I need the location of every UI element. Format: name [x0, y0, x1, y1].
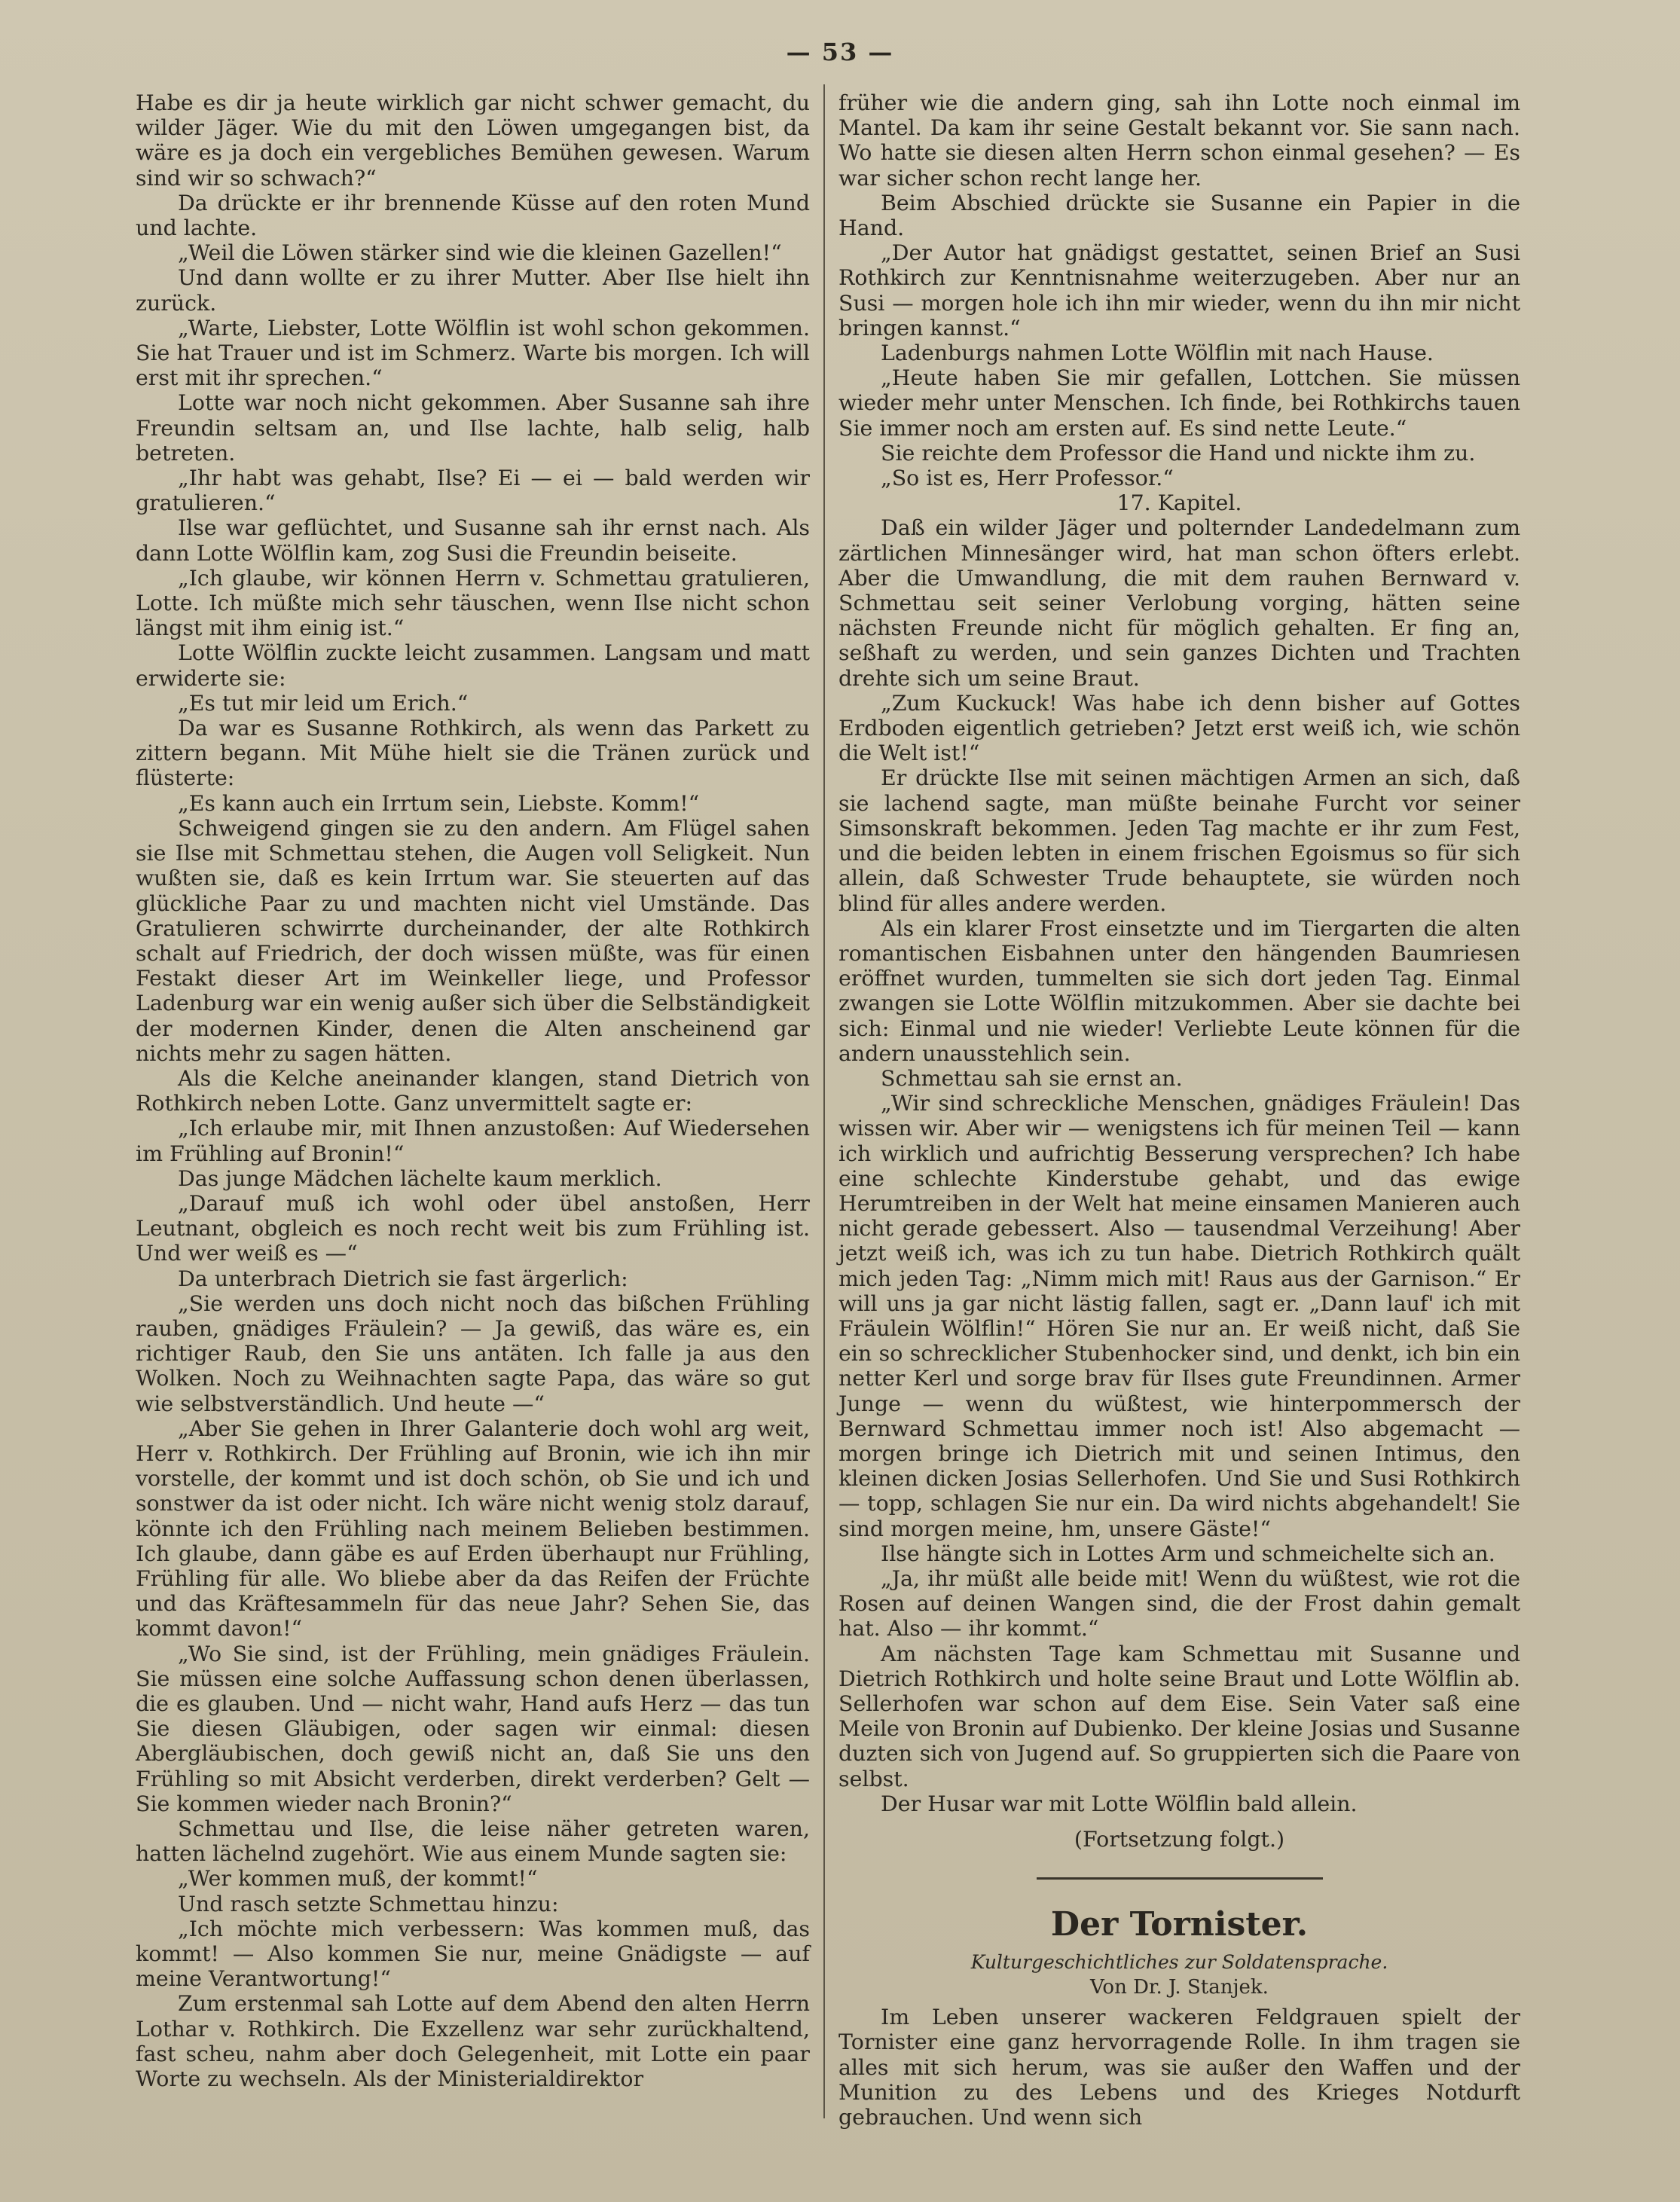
paragraph: „Der Autor hat gnädigst gestattet, seinen Brief an Susi Rothkirch zur Kenntnisnahme weiterzugeben. Aber nur an Susi — morgen hole ich ihn mir wieder, wenn du ihn mir nicht bringen kannst.“	[838, 240, 1520, 341]
paragraph: Und dann wollte er zu ihrer Mutter. Aber Ilse hielt ihn zurück.	[136, 265, 810, 316]
paragraph: Da war es Susanne Rothkirch, als wenn das Parkett zu zittern begann. Mit Mühe hielt sie die Tränen zurück und flüsterte:	[136, 716, 810, 791]
continued-note: (Fortsetzung folgt.)	[1074, 1827, 1285, 1852]
paragraph: „Wir sind schreckliche Menschen, gnädiges Fräulein! Das wissen wir. Aber wir — wenigstens ich für meinen Teil — kann ich wirklich und aufrichtig Besserung versprechen? Ich habe eine schlechte Kinderstube gehabt, und das ewige Herumtreiben in der Welt hat meine einsamen Manieren auch nicht gerade gebessert. Also — tausendmal Verzeihung! Aber jetzt weiß ich, was ich zu tun habe. Dietrich Rothkirch quält mich jeden Tag: „Nimm mich mit! Raus aus der Garnison.“ Er will uns ja gar nicht lästig fallen, sagt er. „Dann lauf' ich mit Fräulein Wölflin!“ Hören Sie nur an. Er weiß nicht, daß Sie ein so schrecklicher Stubenhocker sind, und denkt, ich bin ein netter Kerl und sorge brav für Ilses gute Freundinnen. Armer Junge — wenn du wüßtest, wie hinterpommersch der Bernward Schmettau immer noch ist! Also abgemacht — morgen bringe ich Dietrich mit und seinen Intimus, den kleinen dicken Josias Sellerhofen. Und Sie und Susi Rothkirch — topp, schlagen Sie nur ein. Da wird nichts abgehandelt! Sie sind morgen meine, hm, unsere Gäste!“	[838, 1091, 1520, 1541]
paragraph: Daß ein wilder Jäger und polternder Landedelmann zum zärtlichen Minnesänger wird, hat man schon öfters erlebt. Aber die Umwandlung, die mit dem rauhen Bernward v. Schmettau seit seiner Verlobung vorging, hätten seine nächsten Freunde nicht für möglich gehalten. Er fing an, seßhaft zu werden, und sein ganzes Dichten und Trachten drehte sich um seine Braut.	[838, 515, 1520, 691]
paragraph: Lotte war noch nicht gekommen. Aber Susanne sah ihre Freundin seltsam an, und Ilse lachte, halb selig, halb betreten.	[136, 390, 810, 466]
paragraph: „Ich möchte mich verbessern: Was kommen muß, das kommt! — Also kommen Sie nur, meine Gnädigste — auf meine Verantwortung!“	[136, 1916, 810, 1992]
paragraph: Schweigend gingen sie zu den andern. Am Flügel sahen sie Ilse mit Schmettau stehen, die Augen voll Seligkeit. Nun wußten sie, daß es kein Irrtum war. Sie steuerten auf das glückliche Paar zu und machten nicht viel Umstände. Das Gratulieren schwirrte durcheinander, der alte Rothkirch schalt auf Friedrich, der doch wissen müßte, was für einen Festakt dieser Art im Weinkeller liege, und Professor Ladenburg war ein wenig außer sich über die Selbständigkeit der modernen Kinder, denen die Alten anscheinend gar nichts mehr zu sagen hätten.	[136, 815, 810, 1066]
article-divider	[1037, 1877, 1323, 1880]
paragraph: Als ein klarer Frost einsetzte und im Tiergarten die alten romantischen Eisbahnen unter den hängenden Baumriesen eröffnet wurden, tummelten sie sich dort jeden Tag. Einmal zwangen sie Lotte Wölflin mitzukommen. Aber sie dachte bei sich: Einmal und nie wieder! Verliebte Leute können für die andern unausstehlich sein.	[838, 915, 1520, 1066]
paragraph: Ladenburgs nahmen Lotte Wölflin mit nach Hause.	[881, 341, 1434, 366]
paragraph: „Es tut mir leid um Erich.“	[178, 690, 469, 716]
paragraph: „So ist es, Herr Professor.“	[881, 466, 1174, 491]
column-divider	[823, 84, 825, 2118]
paragraph: Ilse hängte sich in Lottes Arm und schmeichelte sich an.	[881, 1541, 1495, 1566]
paragraph: Am nächsten Tage kam Schmettau mit Susanne und Dietrich Rothkirch und holte seine Braut und Lotte Wölflin ab. Sellerhofen war schon auf dem Eise. Sein Vater saß eine Meile von Bronin auf Dubienko. Der kleine Josias und Susanne duzten sich von Jugend auf. So gruppierten sich die Paare von selbst.	[838, 1641, 1520, 1791]
article-paragraph: Im Leben unserer wackeren Feldgrauen spielt der Tornister eine ganz hervorragende Rolle. In ihm tragen sie alles mit sich herum, was sie außer den Waffen und der Munition zu des Lebens und des Krieges Notdurft gebrauchen. Und wenn sich	[838, 2005, 1520, 2130]
paragraph: Zum erstenmal sah Lotte auf dem Abend den alten Herrn Lothar v. Rothkirch. Die Exzellenz war sehr zurückhaltend, fast scheu, nahm aber doch Gelegenheit, mit Lotte ein paar Worte zu wechseln. Als der Ministerialdirektor	[136, 1991, 810, 2092]
paragraph: „Es kann auch ein Irrtum sein, Liebste. Komm!“	[178, 790, 700, 816]
paragraph: „Ich erlaube mir, mit Ihnen anzustoßen: Auf Wiedersehen im Frühling auf Bronin!“	[136, 1116, 810, 1166]
paragraph: „Aber Sie gehen in Ihrer Galanterie doch wohl arg weit, Herr v. Rothkirch. Der Frühling auf Bronin, wie ich ihn mir vorstelle, der kommt und ist doch schön, ob Sie und ich und sonstwer da ist oder nicht. Ich wäre nicht wenig stolz darauf, könnte ich den Frühling nach meinem Belieben bestimmen. Ich glaube, dann gäbe es auf Erden überhaupt nur Frühling, Frühling für alle. Wo bliebe aber da das Reifen der Früchte und das Kräftesammeln für das neue Jahr? Sehen Sie, das kommt davon!“	[136, 1416, 810, 1642]
left-column	[136, 90, 810, 2091]
paragraph: früher wie die andern ging, sah ihn Lotte noch einmal im Mantel. Da kam ihr seine Gestalt bekannt vor. Sie sann nach. Wo hatte sie diesen alten Herrn schon einmal gesehen? — Es war sicher schon recht lange her.	[838, 90, 1520, 191]
paragraph: Er drückte Ilse mit seinen mächtigen Armen an sich, daß sie lachend sagte, man müßte beinahe Furcht vor seiner Simsonskraft bekommen. Jeden Tag machte er ihr zum Fest, und die beiden lebten in einem frischen Egoismus so für sich allein, daß Schwester Trude behauptete, sie würden noch blind für alles andere werden.	[838, 765, 1520, 916]
paragraph: „Warte, Liebster, Lotte Wölflin ist wohl schon gekommen. Sie hat Trauer und ist im Schmerz. Warte bis morgen. Ich will erst mit ihr sprechen.“	[136, 315, 810, 391]
paragraph: Habe es dir ja heute wirklich gar nicht schwer gemacht, du wilder Jäger. Wie du mit den Löwen umgegangen bist, da wäre es ja doch ein vergebliches Bemühen gewesen. Warum sind wir so schwach?“	[136, 90, 810, 191]
paragraph: Ilse war geflüchtet, und Susanne sah ihr ernst nach. Als dann Lotte Wölflin kam, zog Susi die Freundin beiseite.	[136, 515, 810, 566]
article-author: Von Dr. J. Stanjek.	[1090, 1976, 1269, 1999]
paragraph: Sie reichte dem Professor die Hand und nickte ihm zu.	[881, 440, 1476, 466]
paragraph: „Darauf muß ich wohl oder übel anstoßen, Herr Leutnant, obgleich es noch recht weit bis zum Frühling ist. Und wer weiß es —“	[136, 1190, 810, 1266]
right-column	[838, 90, 1520, 2130]
paragraph: Da unterbrach Dietrich sie fast ärgerlich:	[178, 1266, 628, 1291]
paragraph: „Ja, ihr müßt alle beide mit! Wenn du wüßtest, wie rot die Rosen auf deinen Wangen sind, die der Frost dahin gemalt hat. Also — ihr kommt.“	[838, 1565, 1520, 1642]
paragraph: Schmettau und Ilse, die leise näher getreten waren, hatten lächelnd zugehört. Wie aus einem Munde sagten sie:	[136, 1816, 810, 1867]
paragraph: Schmettau sah sie ernst an.	[881, 1065, 1183, 1091]
paragraph: „Wo Sie sind, ist der Frühling, mein gnädiges Fräulein. Sie müssen eine solche Auffassung schon denen überlassen, die es glauben. Und — nicht wahr, Hand aufs Herz — das tun Sie diesen Gläubigen, oder sagen wir einmal: diesen Abergläubischen, doch gewiß nicht an, daß Sie uns den Frühling so mit Absicht verderben, direkt verderben? Gelt — Sie kommen wieder nach Bronin?“	[136, 1641, 810, 1816]
paragraph: Und rasch setzte Schmettau hinzu:	[178, 1891, 559, 1916]
paragraph: „Weil die Löwen stärker sind wie die kleinen Gazellen!“	[178, 240, 782, 266]
article-title: Der Tornister.	[1050, 1905, 1309, 1944]
paragraph: Da drückte er ihr brennende Küsse auf den roten Mund und lachte.	[136, 190, 810, 241]
paragraph: Der Husar war mit Lotte Wölflin bald allein.	[881, 1791, 1358, 1816]
paragraph: Als die Kelche aneinander klangen, stand Dietrich von Rothkirch neben Lotte. Ganz unvermittelt sagte er:	[136, 1065, 810, 1116]
paragraph: „Ihr habt was gehabt, Ilse? Ei — ei — bald werden wir gratulieren.“	[136, 466, 810, 516]
paragraph: „Ich glaube, wir können Herrn v. Schmettau gratulieren, Lotte. Ich müßte mich sehr täuschen, wenn Ilse nicht schon längst mit ihm einig ist.“	[136, 565, 810, 641]
paragraph: „Zum Kuckuck! Was habe ich denn bisher auf Gottes Erdboden eigentlich getrieben? Jetzt erst weiß ich, wie schön die Welt ist!“	[838, 690, 1520, 766]
paragraph: Beim Abschied drückte sie Susanne ein Papier in die Hand.	[838, 190, 1520, 241]
paragraph: Das junge Mädchen lächelte kaum merklich.	[178, 1165, 662, 1191]
article-subtitle: Kulturgeschichtliches zur Soldatensprache.	[970, 1951, 1388, 1974]
paragraph: „Heute haben Sie mir gefallen, Lottchen. Sie müssen wieder mehr unter Menschen. Ich finde, bei Rothkirchs tauen Sie immer noch am ersten auf. Es sind nette Leute.“	[838, 365, 1520, 441]
paragraph: „Sie werden uns doch nicht noch das bißchen Frühling rauben, gnädiges Fräulein? — Ja gewiß, das wäre es, ein richtiger Raub, den Sie uns antäten. Ich falle ja aus den Wolken. Noch zu Weihnachten sagte Papa, das wäre so gut wie selbstverständlich. Und heute —“	[136, 1290, 810, 1416]
page-number: — 53 —	[786, 38, 894, 66]
chapter-heading: 17. Kapitel.	[1116, 490, 1242, 516]
paragraph: „Wer kommen muß, der kommt!“	[178, 1866, 538, 1892]
paragraph: Lotte Wölflin zuckte leicht zusammen. Langsam und matt erwiderte sie:	[136, 640, 810, 691]
